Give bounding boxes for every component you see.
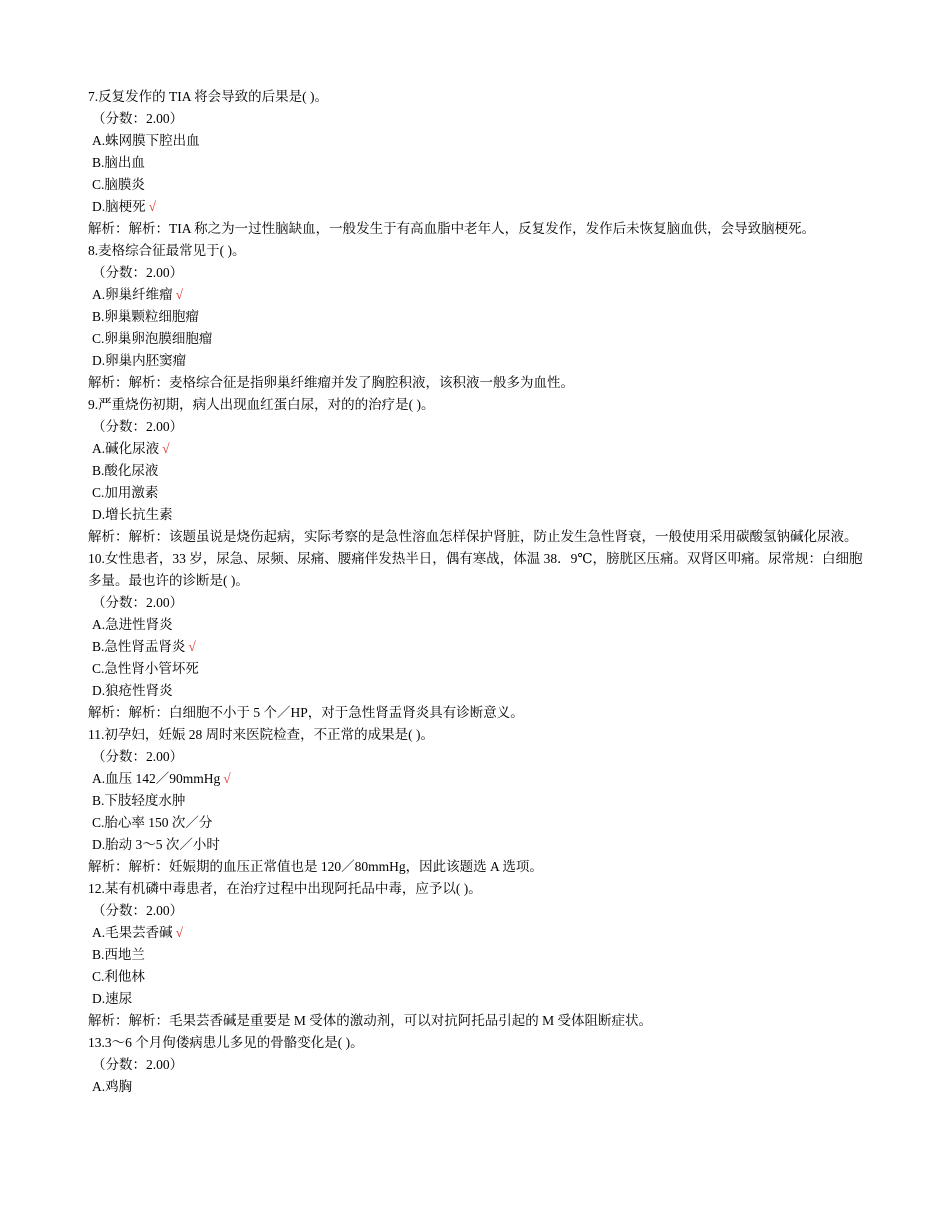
question-analysis: 解析：解析：TIA 称之为一过性脑缺血，一般发生于有高血脂中老年人，反复发作，发作后未恢复脑血供，会导致脑梗死。 <box>88 221 816 236</box>
correct-check-mark: √ <box>175 925 184 940</box>
option-text: D.胎动 3～5 次／小时 <box>92 837 220 852</box>
option-c <box>88 812 864 834</box>
option-text: D.狼疮性肾炎 <box>92 683 173 698</box>
question-stem: 8.麦格综合征最常见于( )。 <box>88 243 246 258</box>
option-text: B.西地兰 <box>92 947 145 962</box>
option-a <box>88 438 864 460</box>
option-a <box>88 284 864 306</box>
question-stem: 7.反复发作的 TIA 将会导致的后果是( )。 <box>88 89 328 104</box>
option-text: A.卵巢纤维瘤 <box>92 287 173 302</box>
question-stem: 13.3～6 个月佝偻病患儿多见的骨骼变化是( )。 <box>88 1035 364 1050</box>
correct-check-mark: √ <box>223 771 231 786</box>
option-d <box>88 196 864 218</box>
option-b <box>88 790 864 812</box>
option-a <box>88 614 864 636</box>
option-c <box>88 328 864 350</box>
option-b <box>88 306 864 328</box>
option-b <box>88 944 864 966</box>
correct-check-mark: √ <box>162 441 170 456</box>
option-b <box>88 460 864 482</box>
question-score: （分数：2.00） <box>92 749 184 764</box>
option-text: A.碱化尿液 <box>92 441 160 456</box>
option-text: B.急性肾盂肾炎 <box>92 639 186 654</box>
option-c <box>88 658 864 680</box>
question-score: （分数：2.00） <box>92 419 184 434</box>
option-c <box>88 174 864 196</box>
option-text: C.急性肾小管坏死 <box>92 661 199 676</box>
option-text: B.脑出血 <box>92 155 145 170</box>
option-b <box>88 636 864 658</box>
option-text: B.酸化尿液 <box>92 463 159 478</box>
option-a <box>88 768 864 790</box>
question-stem: 10.女性患者，33 岁，尿急、尿频、尿痛、腰痛伴发热半日，偶有寒战，体温 38．9℃，膀胱区压痛。双肾区叩痛。尿常规：白细胞多量。最也许的诊断是( )。 <box>88 551 863 588</box>
question-analysis: 解析：解析：白细胞不小于 5 个／HP，对于急性肾盂肾炎具有诊断意义。 <box>88 705 524 720</box>
document-page <box>88 86 864 1098</box>
correct-check-mark: √ <box>188 639 196 654</box>
option-c <box>88 966 864 988</box>
option-text: A.血压 142／90mmHg <box>92 771 221 786</box>
option-text: A.蛛网膜下腔出血 <box>92 133 200 148</box>
question-score: （分数：2.00） <box>92 265 184 280</box>
option-text: D.卵巢内胚窦瘤 <box>92 353 187 368</box>
option-a <box>88 130 864 152</box>
question-score: （分数：2.00） <box>92 595 184 610</box>
question-score: （分数：2.00） <box>92 111 184 126</box>
option-a <box>88 1076 864 1098</box>
option-text: C.脑膜炎 <box>92 177 145 192</box>
option-d <box>88 834 864 856</box>
question-stem: 9.严重烧伤初期，病人出现血红蛋白尿，对的的治疗是( )。 <box>88 397 435 412</box>
option-text: D.脑梗死 <box>92 199 146 214</box>
option-text: A.毛果芸香碱 <box>92 925 173 940</box>
option-d <box>88 350 864 372</box>
option-text: B.下肢轻度水肿 <box>92 793 186 808</box>
option-text: A.急进性肾炎 <box>92 617 173 632</box>
question-analysis: 解析：解析：麦格综合征是指卵巢纤维瘤并发了胸腔积液，该积液一般多为血性。 <box>88 375 574 390</box>
question-stem: 11.初孕妇，妊娠 28 周时来医院检查，不正常的成果是( )。 <box>88 727 434 742</box>
option-text: A.鸡胸 <box>92 1079 133 1094</box>
correct-check-mark: √ <box>175 287 184 302</box>
option-text: D.速尿 <box>92 991 133 1006</box>
option-d <box>88 504 864 526</box>
option-text: C.胎心率 150 次／分 <box>92 815 213 830</box>
option-text: D.增长抗生素 <box>92 507 173 522</box>
question-analysis: 解析：解析：毛果芸香碱是重要是 M 受体的激动剂，可以对抗阿托品引起的 M 受体阻断症状。 <box>88 1013 653 1028</box>
option-d <box>88 680 864 702</box>
question-analysis: 解析：解析：妊娠期的血压正常值也是 120／80mmHg，因此该题选 A 选项。 <box>88 859 543 874</box>
option-text: C.加用激素 <box>92 485 159 500</box>
question-analysis: 解析：解析：该题虽说是烧伤起病，实际考察的是急性溶血怎样保护肾脏，防止发生急性肾衰，一般使用采用碳酸氢钠碱化尿液。 <box>88 529 858 544</box>
option-a <box>88 922 864 944</box>
option-b <box>88 152 864 174</box>
option-c <box>88 482 864 504</box>
option-text: B.卵巢颗粒细胞瘤 <box>92 309 199 324</box>
correct-check-mark: √ <box>148 199 157 214</box>
question-score: （分数：2.00） <box>92 903 184 918</box>
option-text: C.利他林 <box>92 969 145 984</box>
option-text: C.卵巢卵泡膜细胞瘤 <box>92 331 213 346</box>
option-d <box>88 988 864 1010</box>
question-stem: 12.某有机磷中毒患者，在治疗过程中出现阿托品中毒，应予以( )。 <box>88 881 482 896</box>
question-score: （分数：2.00） <box>92 1057 184 1072</box>
